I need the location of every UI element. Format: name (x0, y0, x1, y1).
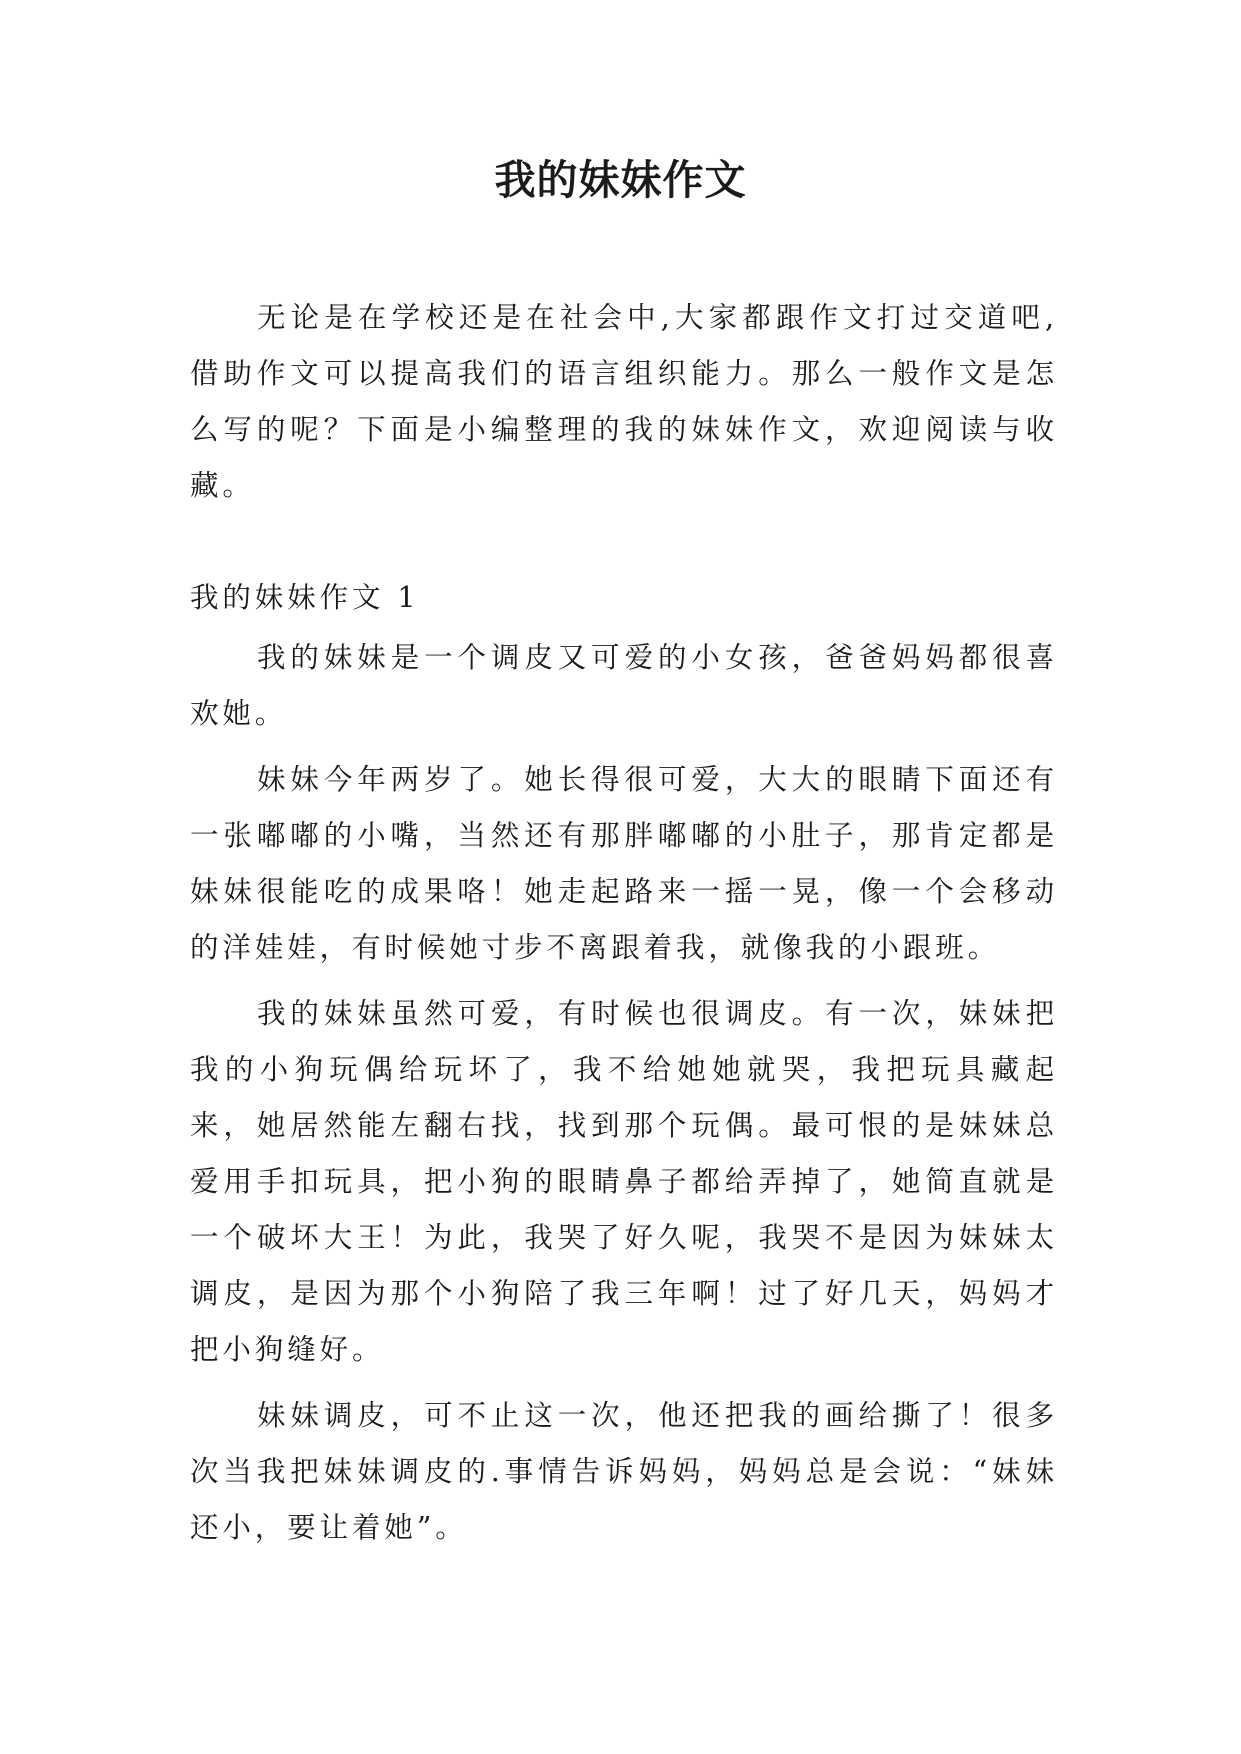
paragraph-3: 我的妹妹虽然可爱，有时候也很调皮。有一次，妹妹把我的小狗玩偶给玩坏了，我不给她她就哭，我把玩具藏起来，她居然能左翻右找，找到那个玩偶。最可恨的是妹妹总爱用手扣玩具，把小狗的眼睛鼻子都给弄掉了，她简直就是一个破坏大王！为此，我哭了好久呢，我哭不是因为妹妹太调皮，是因为那个小狗陪了我三年啊！过了好几天，妈妈才把小狗缝好。 (190, 997, 1058, 1366)
intro-paragraph: 无论是在学校还是在社会中,大家都跟作文打过交道吧,借助作文可以提高我们的语言组织能力。那么一般作文是怎么写的呢？下面是小编整理的我的妹妹作文，欢迎阅读与收藏。 (190, 301, 1058, 502)
paragraph-2: 妹妹今年两岁了。她长得很可爱，大大的眼睛下面还有一张嘟嘟的小嘴，当然还有那胖嘟嘟的小肚子，那肯定都是妹妹很能吃的成果咯！她走起路来一摇一晃，像一个会移动的洋娃娃，有时候她寸步不离跟着我，就像我的小跟班。 (190, 763, 1058, 964)
document-title: 我的妹妹作文 (494, 156, 747, 204)
paragraph-4: 妹妹调皮，可不止这一次，他还把我的画给撕了！很多次当我把妹妹调皮的.事情告诉妈妈，妈妈总是会说：“妹妹还小，要让着她”。 (190, 1399, 1058, 1544)
paragraph-1: 我的妹妹是一个调皮又可爱的小女孩，爸爸妈妈都很喜欢她。 (190, 641, 1058, 730)
section-heading: 我的妹妹作文 1 (190, 581, 420, 614)
document-body (190, 290, 1058, 1556)
